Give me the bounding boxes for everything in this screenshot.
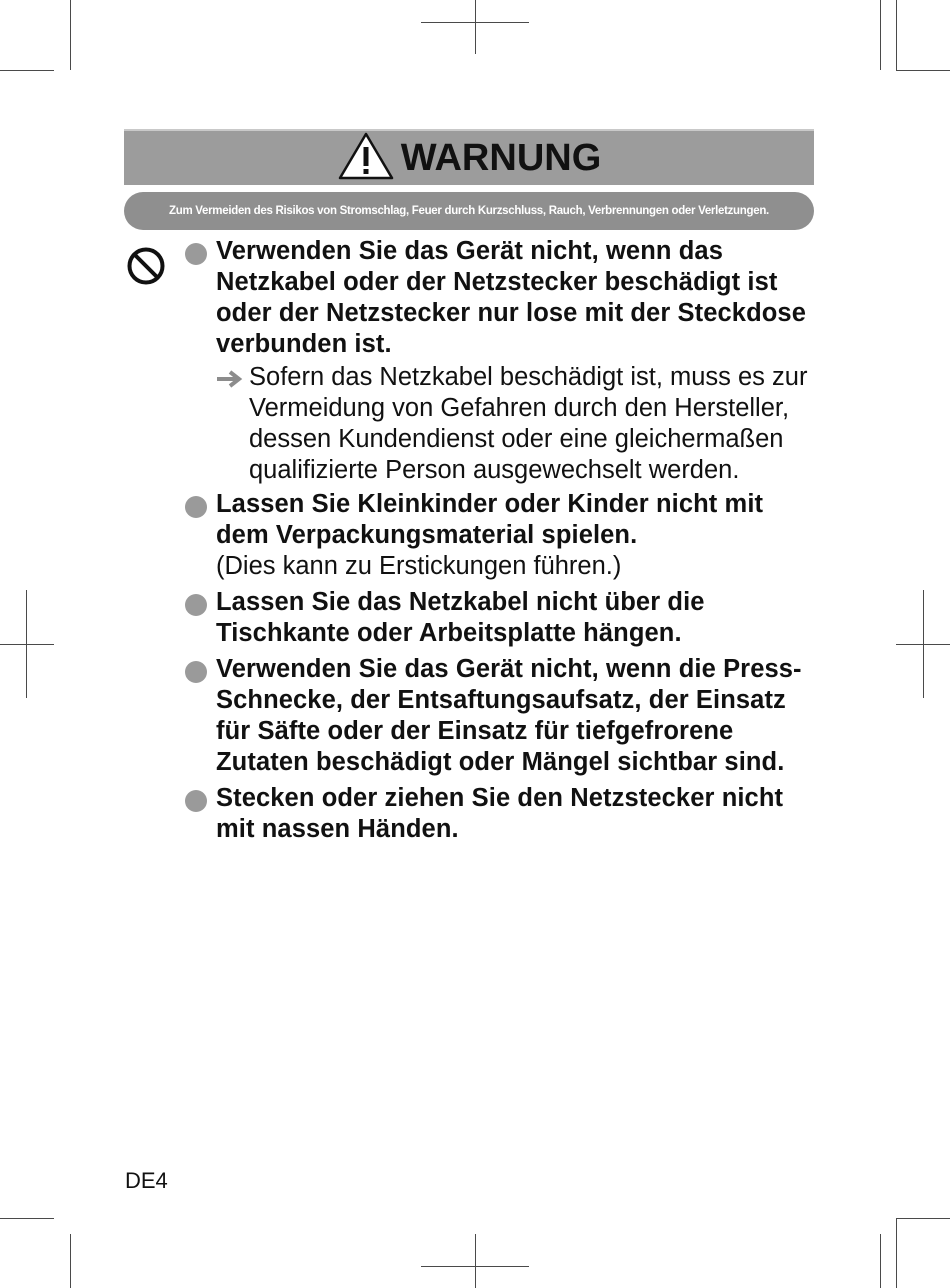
list-item — [183, 654, 823, 778]
item-title: Lassen Sie Kleinkinder oder Kinder nicht mit dem Verpackungsmaterial spielen. — [216, 490, 764, 549]
crop-mark — [475, 1234, 476, 1288]
prohibition-icon — [126, 246, 166, 286]
item-title: Lassen Sie das Netzkabel nicht über die Tischkante oder Arbeitsplatte hängen. — [216, 588, 705, 647]
bullet-circle-icon — [185, 790, 207, 812]
crop-mark — [475, 0, 476, 54]
crop-mark — [70, 0, 71, 70]
crop-mark — [421, 22, 529, 23]
item-title: Verwenden Sie das Gerät nicht, wenn das Netzkabel oder der Netzstecker beschädigt ist oder der Netzstecker nur lose mit der Steckdose verbunden ist. — [216, 237, 806, 358]
item-title: Stecken oder ziehen Sie den Netzstecker nicht mit nassen Händen. — [216, 784, 784, 843]
crop-mark — [896, 1218, 950, 1219]
crop-mark — [421, 1266, 529, 1267]
crop-mark — [70, 1234, 71, 1288]
bullet-circle-icon — [185, 661, 207, 683]
list-item — [183, 783, 823, 845]
warning-subtitle: Zum Vermeiden des Risikos von Stromschlag, Feuer durch Kurzschluss, Rauch, Verbrennungen oder Verletzungen. — [124, 192, 814, 230]
arrow-right-icon — [216, 369, 246, 389]
item-note: (Dies kann zu Erstickungen führen.) — [216, 552, 622, 580]
item-detail — [216, 362, 823, 486]
crop-mark — [0, 644, 54, 645]
crop-mark — [0, 1218, 54, 1219]
warning-list — [183, 236, 823, 845]
bullet-circle-icon — [185, 243, 207, 265]
warning-header — [124, 129, 814, 185]
bullet-circle-icon — [185, 496, 207, 518]
warning-title: WARNUNG — [400, 136, 602, 179]
crop-mark — [896, 1218, 897, 1288]
item-title: Verwenden Sie das Gerät nicht, wenn die Press-Schnecke, der Entsaftungsaufsatz, der Einsatz für Säfte oder der Einsatz für tiefgefrorene Zutaten beschädigt oder Mängel sichtbar sind. — [216, 655, 802, 776]
crop-mark — [896, 644, 950, 645]
bullet-circle-icon — [185, 594, 207, 616]
list-item — [183, 489, 823, 582]
crop-mark — [896, 70, 950, 71]
crop-mark — [880, 0, 881, 70]
crop-mark — [896, 0, 897, 70]
item-detail-text: Sofern das Netzkabel beschädigt ist, muss es zur Vermeidung von Gefahren durch den Hersteller, dessen Kundendienst oder eine gleichermaßen qualifizierte Person ausgewechselt werden. — [249, 363, 808, 484]
list-item — [183, 587, 823, 649]
page-number: DE4 — [125, 1168, 168, 1193]
crop-mark — [880, 1234, 881, 1288]
warning-triangle-icon — [337, 131, 395, 181]
list-item — [183, 236, 823, 486]
crop-mark — [0, 70, 54, 71]
